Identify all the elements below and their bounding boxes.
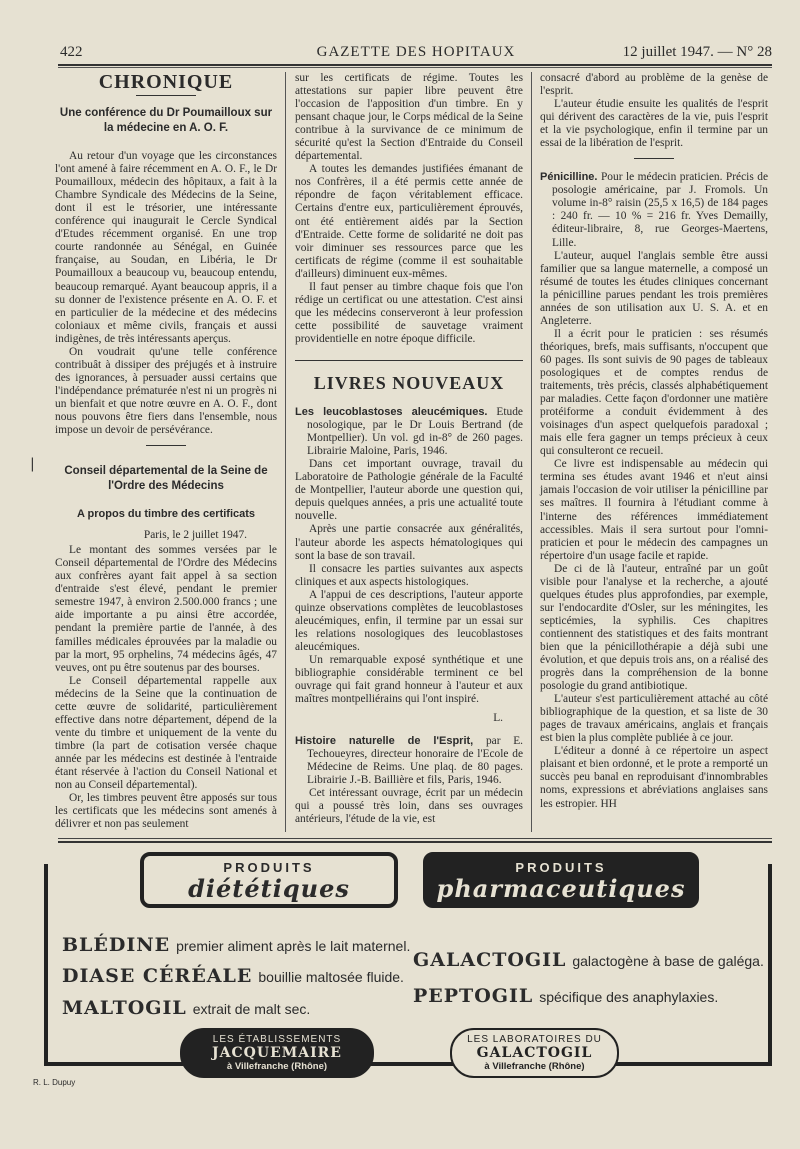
tag-label: PRODUITS — [223, 860, 315, 875]
product-desc: galactogène à base de galéga. — [572, 953, 764, 969]
tag-script: pharmaceutiques — [436, 874, 686, 903]
book-reference: Etude nosologique, par le Dr Louis Bertrand (de Montpellier). Un vol. gd in-8° de 260 pages. Librairie Maloine, Paris, 1946. — [307, 406, 523, 458]
product-name: BLÉDINE — [62, 934, 171, 956]
margin-mark: | — [30, 456, 35, 472]
advertisement — [30, 852, 765, 1082]
footer-rule — [58, 838, 772, 839]
book-reference: Pour le médecin praticien. Précis de posologie américaine, par J. Fromols. Un volume in-8° raisin (25,5 x 16,5) de 184 pages : 240 fr. — 10 % = 216 fr. Yves Demailly, éditeur-libraire, 8, rue Georges-Maertens, Lille. — [552, 171, 768, 249]
paragraph: Dans cet important ouvrage, travail du Laboratoire de Pathologie générale de la Faculté de Montpellier, l'auteur aborde une question qui, depuis quelques années, a pris une actualité toute nouvelle. — [295, 458, 523, 523]
page-header — [60, 44, 772, 66]
paragraph: L'auteur, auquel l'anglais semble être aussi familier que sa langue maternelle, a composé un résumé de toutes les études cliniques concernant la pénicilline parues pendant les trois premières années de son utilisation aux U. S. A. et en Angleterre. — [540, 249, 768, 327]
paragraph — [540, 745, 768, 810]
product-name: GALACTOGIL — [413, 949, 567, 971]
tag-label: PRODUITS — [515, 860, 607, 875]
paragraph: Il faut penser au timbre chaque fois que l'on rédige un certificat ou une attestation. C'est ainsi que les médecins conserveront à leur profession cette possibilité de sauvetage vraiment providentielle en notre époque difficile. — [295, 280, 523, 345]
header-rule — [58, 64, 772, 66]
product-galactogil — [413, 949, 764, 971]
book-title: Histoire naturelle de l'Esprit, — [295, 735, 474, 748]
product-diase-cereale — [62, 965, 404, 987]
paragraph: Or, les timbres peuvent être apposés sur tous les certificats que les médecins sont amenés à délivrer et non pas seulement — [55, 792, 277, 831]
book-entry — [295, 735, 523, 787]
lab-name: GALACTOGIL — [476, 1045, 593, 1061]
product-bledine — [62, 934, 410, 956]
paragraph: De ci de là l'auteur, entraîné par un goût visible pour l'analyse et la recherche, a ajouté quelques études plus approfondies, par exemple, sur l'endocardite d'Osler, sur les méningites, les septicémies, la syphilis. Ces chapitres contiennent des statistiques et des faits montrant bien que la pénicillothérapie a déjà subi une évolution, et que depuis trois ans, on a réalisé des progrès dans la compréhension de la bonne posologie du grand antibiotique. — [540, 562, 768, 693]
product-name: MALTOGIL — [62, 997, 187, 1019]
paragraph: Ce livre est indispensable au médecin qui termina ses études avant 1946 et n'eut ainsi jamais l'occasion de voir utiliser la pénicilline par ses maîtres. Il fournira à l'étudiant comme à l'interne des références immédiatement accessibles. Mais il sera surtout pour l'omni-praticien et pour le médecin des campagnes un répertoire d'un usage facile et rapide. — [540, 458, 768, 562]
book-title: Les leucoblastoses aleucémiques. — [295, 406, 488, 419]
dateline: Paris, le 2 juillet 1947. — [143, 529, 247, 542]
paragraph: Il a écrit pour le praticien : ses résumés théoriques, brefs, mais suffisants, n'occupent que 60 pages. Ils sont suivis de 90 pages de tableaux posologiques et de comptes rendus de traitements, très précis, classés alphabétiquement par maladies. Cette façon d'ordonner une matière protéiforme a conduit évidemment à des voisinages d'un aspect quelquefois paradoxal ; mais elle fera gagner un temps précieux à ceux qui consulteront ce recueil. — [540, 327, 768, 458]
lab-line: LES ÉTABLISSEMENTS — [212, 1034, 342, 1045]
rubric-heading: CHRONIQUE — [98, 71, 234, 93]
article-title: Une conférence du Dr Poumailloux sur la médecine en A. O. F. — [59, 107, 273, 135]
product-desc: extrait de malt sec. — [192, 1001, 311, 1017]
section-rule — [295, 360, 523, 371]
product-maltogil — [62, 997, 310, 1019]
book-entry — [295, 406, 523, 458]
article-title: Conseil départemental de la Seine de l'Ordre des Médecins — [64, 465, 268, 493]
paragraph-text: L'éditeur a donné à ce répertoire un aspect plaisant et bien ordonné, et le prote a remporté un succès peu banal en reproduisant d'innombrables noms, expressions et abréviations anglaises sans les estropier. — [540, 745, 768, 810]
column-separator — [285, 72, 286, 832]
article-subtitle: A propos du timbre des certificats — [76, 508, 256, 521]
lab-line: LES LABORATOIRES DU — [467, 1034, 602, 1045]
paragraph: consacré d'abord au problème de la genèse de l'esprit. — [540, 72, 768, 98]
paragraph: Il consacre les parties suivantes aux aspects cliniques et aux aspects histologiques. — [295, 562, 523, 588]
column-2 — [295, 72, 523, 826]
product-desc: spécifique des anaphylaxies. — [539, 989, 719, 1005]
book-reference: par E. Techoueyres, directeur honoraire de l'Ecole de Médecine de Reims. Une plaq. de 80 pages. Librairie J.-B. Baillière et fils, Paris, 1946. — [307, 735, 523, 787]
paragraph: L'auteur s'est particulièrement attaché au côté bibliographique de la question, et sa liste de 30 pages de travaux américains, anglais et français est bien la plus complète publiée à ce jour. — [540, 693, 768, 745]
product-desc: bouillie maltosée fluide. — [258, 969, 404, 985]
paragraph: Un remarquable exposé synthétique et une bibliographie considérable terminent ce bel ouvrage qui fait grand honneur à l'auteur et aux maîtres montpelliérains qui l'ont inspiré. — [295, 653, 523, 706]
product-desc: premier aliment après le lait maternel. — [176, 938, 411, 954]
footer-rule-thick — [58, 841, 772, 843]
paragraph: Le Conseil départemental rappelle aux médecins de la Seine que la continuation de cette œuvre de solidarité, particulièrement effective dans notre département, dépend de la vente du timbre et uniquement de la vente du timbre (la part de cotisation versée chaque année par les médecins est destinée à l'entraide étant réservée à l'action du Conseil National et non au Conseil départemental). — [55, 674, 277, 792]
divider — [634, 158, 674, 159]
paragraph: sur les certificats de régime. Toutes les attestations sur papier libre peuvent être l'occasion de l'apposition d'un timbre. En y pensant chaque jour, le Corps médical de la Seine contribue à la survivance de ce minimum de sécurité qu'est la Section d'Entraide du Conseil départemental. — [295, 72, 523, 163]
header-rule-thin — [58, 67, 772, 68]
paragraph: Après une partie consacrée aux généralités, l'auteur aborde les aspects hématologiques qui sont la base de son travail. — [295, 523, 523, 562]
issue-date: 12 juillet 1947. — N° 28 — [622, 44, 772, 60]
paragraph: A toutes les demandes justifiées émanant de nos Confrères, il a été permis cette année de répondre de façon véritablement efficace. Certains d'entre eux, particulièrement éprouvés, ont été entièrement aidés par la Section d'Entraide. Cette forme de solidarité ne doit pas voir diminuer ses ressources parce que les certificats de régime (comme il est souhaitable d'ailleurs) diminuent eux-mêmes. — [295, 163, 523, 280]
product-name: DIASE CÉRÉALE — [62, 965, 253, 987]
lab-name: JACQUEMAIRE — [212, 1045, 342, 1061]
paragraph: L'auteur étudie ensuite les qualités de l'esprit qui dérivent des caractères de la vie, puis l'esprit et la vie psychologique, enfin il termine par un essai de la libération de l'esprit. — [540, 98, 768, 150]
divider — [146, 445, 186, 446]
lab-jacquemaire-badge — [180, 1028, 374, 1078]
lab-location: à Villefranche (Rhône) — [226, 1061, 328, 1072]
dietetic-products-tag — [140, 852, 398, 908]
product-name: PEPTOGIL — [413, 985, 534, 1007]
column-1 — [55, 72, 277, 831]
column-3 — [540, 72, 768, 811]
product-peptogil — [413, 985, 718, 1007]
paragraph: Le montant des sommes versées par le Conseil départemental de l'Ordre des Médecins aux confrères ayant fait appel à sa section d'entraide s'est élevé, pendant le premier semestre 1947, à environ 2.500.000 francs ; une aide importante a pu ainsi être accordée, pendant la première partie de l'année, à des familles médicales éprouvées par la maladie ou par la mort, 95 orphelins, 74 médecins âgés, 47 veuves, ont pu être soutenus par des bourses. — [55, 544, 277, 674]
section-heading: LIVRES NOUVEAUX — [313, 372, 505, 393]
paragraph: Au retour d'un voyage que les circonstances l'ont amené à faire récemment en A. O. F., le Dr Poumailloux, médecin des hôpitaux, a fait à la Chambre Syndicale des Médecins de la Seine, dont il est le trésorier, une intéressante conférence qui inaugurait le Cercle Syndical d'Etudes récemment organisé. En une trop courte randonnée au Sénégal, en Guinée française, au Soudan, en Libéria, le Dr Poumailloux a beaucoup vu, beaucoup entendu, beaucoup remarqué. Ayant beaucoup appris, il a su donner de l'existence présente en A. O. F. et en particulier de la médecine et des médecins coloniaux et même civils, français et aussi indigènes, de très intéressants aperçus. — [55, 150, 277, 345]
column-separator — [531, 72, 532, 832]
signature: L. — [493, 712, 503, 725]
journal-title: GAZETTE DES HOPITAUX — [316, 44, 516, 60]
pharmaceutical-products-tag — [423, 852, 699, 908]
paragraph: A l'appui de ces descriptions, l'auteur apporte quinze observations complètes de leucoblastoses aleucémiques, enfin, il termine par un essai sur les relations nosologiques des leucoblastoses aleucémiques. — [295, 588, 523, 653]
page-number: 422 — [60, 44, 83, 60]
tag-script: diététiques — [188, 874, 350, 903]
paragraph: On voudrait qu'une telle conférence contribuât à dissiper des préjugés et à instruire des ignorances, à persuader aussi certains que l'indépendance prématurée n'est ni un progrès ni un bienfait et que notre œuvre en A. O. F., dont nous pouvons être fiers dans l'ensemble, nous impose un devoir de persévérance. — [55, 345, 277, 437]
paragraph: Cet intéressant ouvrage, écrit par un médecin qui a poussé très loin, dans ses ouvrages antérieurs, l'étude de la vie, est — [295, 787, 523, 826]
end-signature: HH — [600, 797, 617, 810]
divider — [136, 95, 196, 96]
book-entry — [540, 171, 768, 249]
book-title: Pénicilline. — [540, 171, 598, 184]
lab-location: à Villefranche (Rhône) — [484, 1061, 585, 1072]
lab-galactogil-badge — [450, 1028, 619, 1078]
printer-credit: R. L. Dupuy — [33, 1078, 76, 1087]
